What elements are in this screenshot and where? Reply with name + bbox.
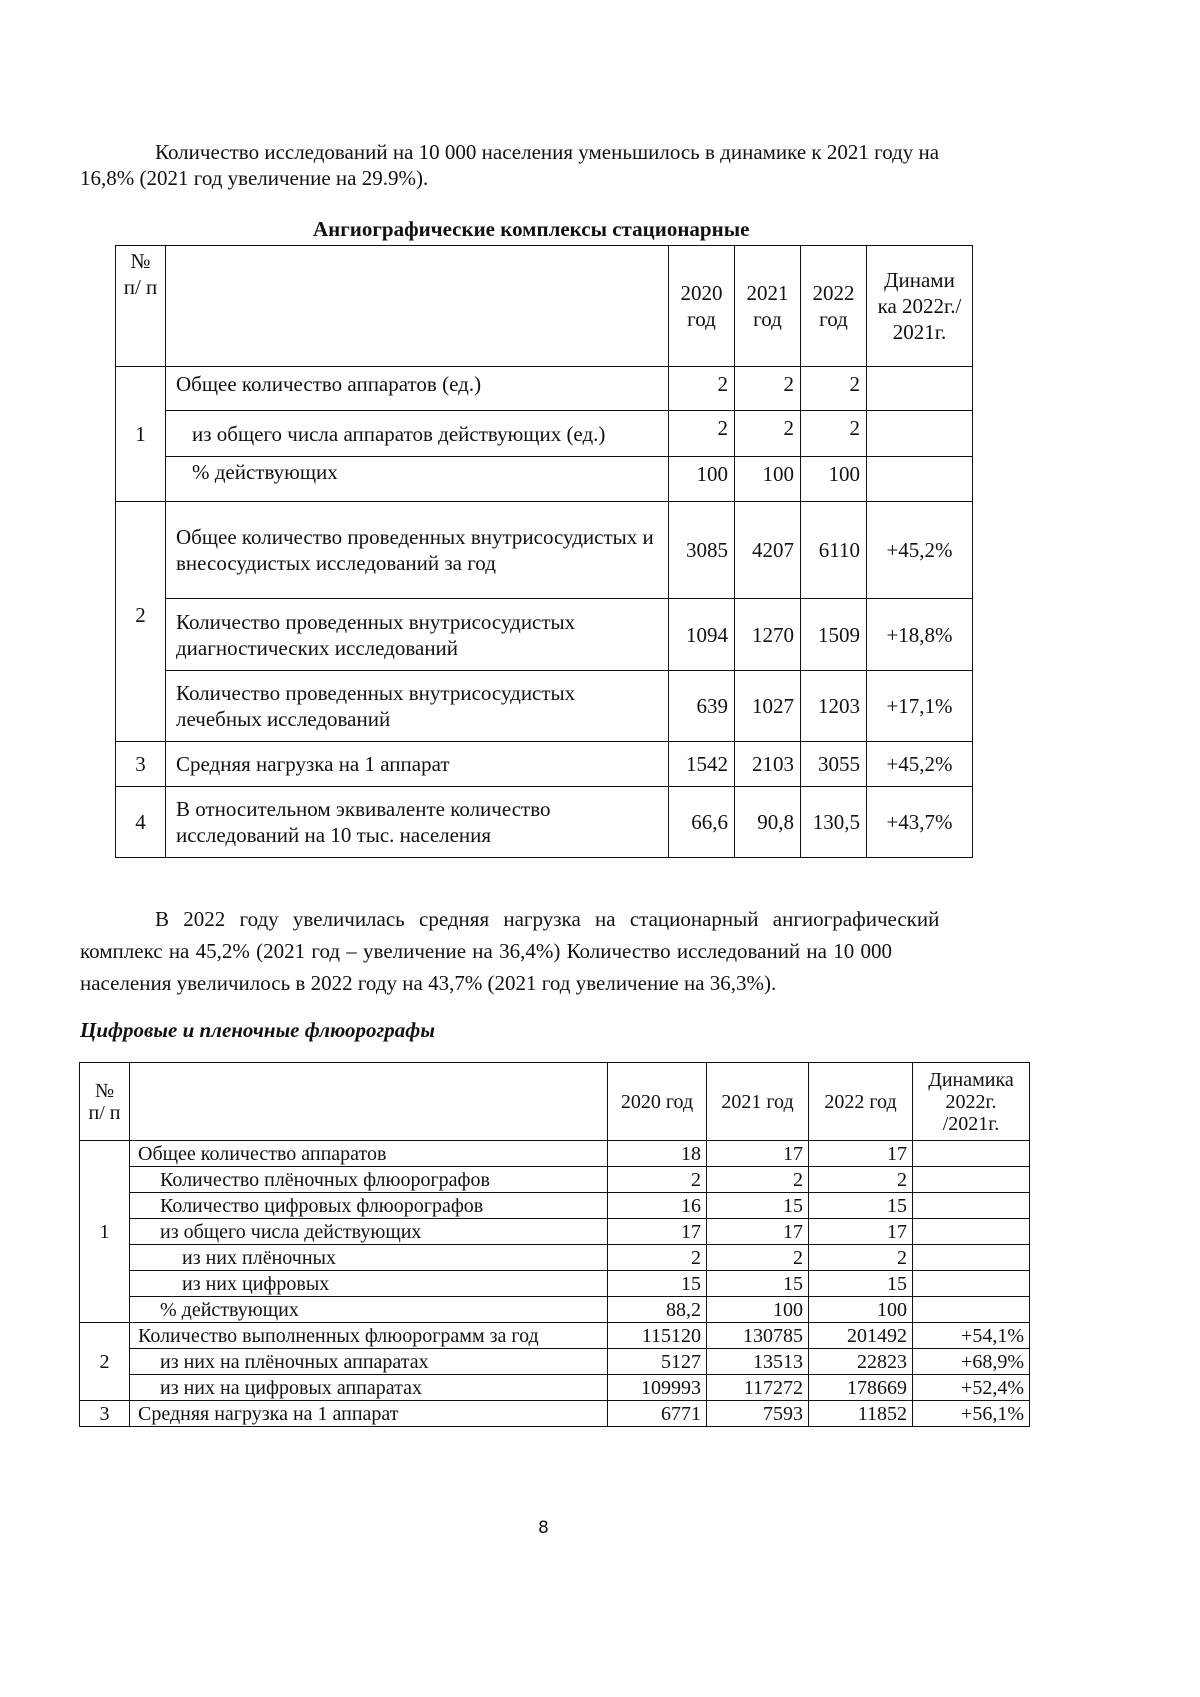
dynamics — [867, 457, 973, 502]
dynamics: +54,1% — [913, 1323, 1030, 1349]
value-2021: 15 — [707, 1271, 809, 1297]
row-label: В относительном эквиваленте количество исследований на 10 тыс. населения — [166, 787, 669, 858]
table-row — [116, 599, 973, 671]
value-2020: 88,2 — [608, 1297, 707, 1323]
header-num: № п/ п — [116, 246, 166, 367]
row-label: из них плёночных — [130, 1245, 608, 1271]
row-label: из них на цифровых аппаратах — [130, 1375, 608, 1401]
table-row — [80, 1193, 1030, 1219]
value-2021: 1270 — [735, 599, 801, 671]
header-label — [130, 1063, 608, 1141]
dynamics — [913, 1167, 1030, 1193]
header-2022: 2022 год — [809, 1063, 913, 1141]
table-row — [116, 367, 973, 411]
table-row — [80, 1167, 1030, 1193]
row-label: из них на плёночных аппаратах — [130, 1349, 608, 1375]
row-number: 1 — [80, 1141, 130, 1323]
value-2021: 2 — [707, 1245, 809, 1271]
row-label: Средняя нагрузка на 1 аппарат — [166, 742, 669, 787]
value-2022: 1203 — [801, 671, 867, 742]
value-2022: 3055 — [801, 742, 867, 787]
value-2020: 15 — [608, 1271, 707, 1297]
header-2021: 2021 год — [735, 246, 801, 367]
table-row — [116, 742, 973, 787]
intro-line-2: 16,8% (2021 год увеличение на 29.9%). — [80, 166, 429, 190]
row-label: Средняя нагрузка на 1 аппарат — [130, 1401, 608, 1427]
dynamics — [913, 1271, 1030, 1297]
value-2020: 100 — [669, 457, 735, 502]
row-label: % действующих — [130, 1297, 608, 1323]
header-dynamics: Динамика 2022г. /2021г. — [913, 1063, 1030, 1141]
table-row — [80, 1271, 1030, 1297]
row-label: Количество цифровых флюорографов — [130, 1193, 608, 1219]
value-2022: 17 — [809, 1219, 913, 1245]
value-2021: 17 — [707, 1219, 809, 1245]
value-2021: 17 — [707, 1141, 809, 1167]
value-2020: 5127 — [608, 1349, 707, 1375]
value-2021: 117272 — [707, 1375, 809, 1401]
value-2020: 2 — [669, 367, 735, 411]
dynamics — [913, 1193, 1030, 1219]
dynamics: +18,8% — [867, 599, 973, 671]
value-2020: 66,6 — [669, 787, 735, 858]
header-2022: 2022 год — [801, 246, 867, 367]
value-2020: 1094 — [669, 599, 735, 671]
dynamics: +43,7% — [867, 787, 973, 858]
value-2021: 2 — [735, 367, 801, 411]
value-2020: 2 — [669, 411, 735, 457]
value-2020: 18 — [608, 1141, 707, 1167]
dynamics: +17,1% — [867, 671, 973, 742]
page-number: 8 — [538, 1518, 549, 1538]
table-row — [80, 1245, 1030, 1271]
value-2022: 17 — [809, 1141, 913, 1167]
table1-title: Ангиографические комплексы стационарные — [313, 217, 750, 241]
dynamics: +45,2% — [867, 502, 973, 599]
middle-line-1: В 2022 году увеличилась средняя нагрузка на стационарный ангиографический — [155, 907, 940, 931]
dynamics: +56,1% — [913, 1401, 1030, 1427]
row-number: 2 — [116, 502, 166, 742]
table-row — [80, 1141, 1030, 1167]
value-2020: 3085 — [669, 502, 735, 599]
row-number: 2 — [80, 1323, 130, 1401]
value-2020: 2 — [608, 1167, 707, 1193]
dynamics — [913, 1297, 1030, 1323]
row-label: Общее количество проведенных внутрисосудистых и внесосудистых исследований за год — [166, 502, 669, 599]
header-label — [166, 246, 669, 367]
header-2020: 2020 год — [608, 1063, 707, 1141]
row-number: 4 — [116, 787, 166, 858]
value-2021: 7593 — [707, 1401, 809, 1427]
value-2020: 639 — [669, 671, 735, 742]
table2-title: Цифровые и пленочные флюорографы — [80, 1018, 435, 1042]
value-2021: 130785 — [707, 1323, 809, 1349]
dynamics — [913, 1219, 1030, 1245]
table-row — [80, 1349, 1030, 1375]
table-row — [80, 1219, 1030, 1245]
value-2021: 15 — [707, 1193, 809, 1219]
value-2021: 1027 — [735, 671, 801, 742]
value-2022: 1509 — [801, 599, 867, 671]
value-2021: 2103 — [735, 742, 801, 787]
value-2022: 2 — [809, 1167, 913, 1193]
value-2022: 11852 — [809, 1401, 913, 1427]
value-2022: 201492 — [809, 1323, 913, 1349]
value-2022: 2 — [801, 411, 867, 457]
table-row — [80, 1297, 1030, 1323]
value-2022: 2 — [809, 1245, 913, 1271]
value-2021: 2 — [735, 411, 801, 457]
dynamics — [867, 411, 973, 457]
table-header-row — [80, 1063, 1030, 1141]
row-label: из них цифровых — [130, 1271, 608, 1297]
value-2022: 22823 — [809, 1349, 913, 1375]
table-row — [116, 457, 973, 502]
value-2021: 2 — [707, 1167, 809, 1193]
header-dynamics: Динами ка 2022г./ 2021г. — [867, 246, 973, 367]
middle-line-2: комплекс на 45,2% (2021 год – увеличение на 36,4%) Количество исследований на 10 000 — [80, 939, 892, 963]
dynamics — [867, 367, 973, 411]
value-2022: 130,5 — [801, 787, 867, 858]
intro-line-1: Количество исследований на 10 000 населения уменьшилось в динамике к 2021 году на — [155, 140, 940, 164]
value-2021: 13513 — [707, 1349, 809, 1375]
row-label: из общего числа аппаратов действующих (ед.) — [166, 411, 669, 457]
value-2022: 178669 — [809, 1375, 913, 1401]
value-2021: 100 — [735, 457, 801, 502]
value-2022: 100 — [801, 457, 867, 502]
value-2021: 4207 — [735, 502, 801, 599]
value-2020: 16 — [608, 1193, 707, 1219]
value-2020: 109993 — [608, 1375, 707, 1401]
fluorograph-table — [79, 1062, 1030, 1427]
row-number: 3 — [80, 1401, 130, 1427]
value-2020: 1542 — [669, 742, 735, 787]
dynamics: +52,4% — [913, 1375, 1030, 1401]
value-2022: 6110 — [801, 502, 867, 599]
header-num: № п/ п — [80, 1063, 130, 1141]
table-row — [80, 1375, 1030, 1401]
dynamics: +68,9% — [913, 1349, 1030, 1375]
table-row — [116, 411, 973, 457]
value-2020: 6771 — [608, 1401, 707, 1427]
row-number: 3 — [116, 742, 166, 787]
dynamics — [913, 1245, 1030, 1271]
table-row — [80, 1401, 1030, 1427]
table-row — [116, 787, 973, 858]
value-2022: 2 — [801, 367, 867, 411]
dynamics: +45,2% — [867, 742, 973, 787]
table-header-row — [116, 246, 973, 367]
row-label: Количество плёночных флюорографов — [130, 1167, 608, 1193]
row-number: 1 — [116, 367, 166, 502]
row-label: Общее количество аппаратов (ед.) — [166, 367, 669, 411]
middle-line-3: населения увеличилось в 2022 году на 43,7% (2021 год увеличение на 36,3%). — [80, 971, 777, 995]
row-label: Количество выполненных флюорограмм за год — [130, 1323, 608, 1349]
dynamics — [913, 1141, 1030, 1167]
value-2020: 2 — [608, 1245, 707, 1271]
row-label: Общее количество аппаратов — [130, 1141, 608, 1167]
header-2020: 2020 год — [669, 246, 735, 367]
value-2022: 15 — [809, 1193, 913, 1219]
row-label: % действующих — [166, 457, 669, 502]
table-row — [80, 1323, 1030, 1349]
value-2021: 90,8 — [735, 787, 801, 858]
row-label: Количество проведенных внутрисосудистых диагностических исследований — [166, 599, 669, 671]
row-label: Количество проведенных внутрисосудистых лечебных исследований — [166, 671, 669, 742]
table-row — [116, 671, 973, 742]
value-2021: 100 — [707, 1297, 809, 1323]
row-label: из общего числа действующих — [130, 1219, 608, 1245]
value-2020: 17 — [608, 1219, 707, 1245]
value-2022: 100 — [809, 1297, 913, 1323]
angiography-table — [115, 245, 973, 858]
value-2020: 115120 — [608, 1323, 707, 1349]
header-2021: 2021 год — [707, 1063, 809, 1141]
table-row — [116, 502, 973, 599]
value-2022: 15 — [809, 1271, 913, 1297]
